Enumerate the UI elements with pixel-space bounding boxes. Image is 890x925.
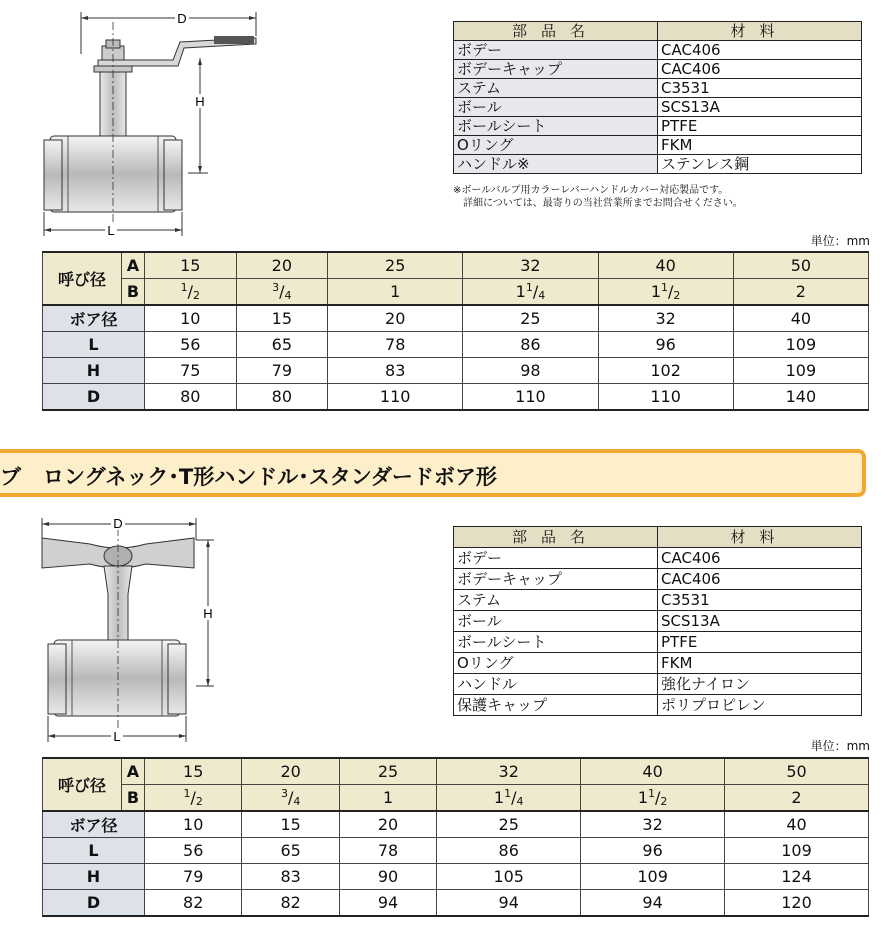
- cell: 105: [437, 864, 581, 890]
- part-material: SCS13A: [658, 98, 862, 117]
- b-label: B: [122, 785, 145, 812]
- b-value: $1^1/4$: [437, 785, 581, 812]
- b-value: $^1$/2: [145, 785, 242, 812]
- cell: 32: [598, 305, 733, 332]
- part-name: ボデー: [454, 41, 658, 60]
- b-value: $^3$/4: [242, 785, 339, 812]
- cell: 102: [598, 358, 733, 384]
- a-value: 15: [145, 758, 242, 785]
- cell: 79: [145, 864, 242, 890]
- part-material: ステンレス鋼: [658, 155, 862, 174]
- cell: 86: [437, 838, 581, 864]
- part-name: ステム: [454, 79, 658, 98]
- part-material: FKM: [658, 653, 862, 674]
- cell: 110: [598, 384, 733, 411]
- parts-material-table-2: [453, 526, 862, 716]
- b-value: $1^1/2$: [598, 279, 733, 306]
- part-name: ハンドル※: [454, 155, 658, 174]
- cell: 75: [145, 358, 237, 384]
- part-name: ボデー: [454, 548, 658, 569]
- part-name: ハンドル: [454, 674, 658, 695]
- cell: 82: [242, 890, 339, 917]
- parts-name-header: 部品名: [454, 527, 658, 548]
- cell: 10: [145, 305, 237, 332]
- cell: 56: [145, 332, 237, 358]
- part-material: PTFE: [658, 632, 862, 653]
- cell: 109: [725, 838, 869, 864]
- row-label: ボア径: [43, 811, 145, 838]
- cell: 65: [236, 332, 328, 358]
- cell: 78: [328, 332, 463, 358]
- unit-label-1: 単位：mm: [810, 234, 870, 248]
- cell: 15: [242, 811, 339, 838]
- row-label: D: [43, 890, 145, 917]
- parts-row: [454, 98, 862, 117]
- part-material: PTFE: [658, 117, 862, 136]
- cell: 80: [145, 384, 237, 411]
- part-material: CAC406: [658, 548, 862, 569]
- a-label: A: [122, 252, 145, 279]
- part-name: 保護キャップ: [454, 695, 658, 716]
- parts-row: [454, 569, 862, 590]
- part-material: C3531: [658, 79, 862, 98]
- parts-material-header: 材料: [658, 527, 862, 548]
- parts-row: [454, 674, 862, 695]
- part-material: CAC406: [658, 41, 862, 60]
- parts-material-header: 材料: [658, 22, 862, 41]
- parts-row: [454, 60, 862, 79]
- part-name: ボールシート: [454, 117, 658, 136]
- parts-row: [454, 548, 862, 569]
- a-value: 25: [339, 758, 436, 785]
- cell: 32: [581, 811, 725, 838]
- unit-label-2: 単位：mm: [810, 739, 870, 753]
- cell: 140: [733, 384, 868, 411]
- a-value: 50: [733, 252, 868, 279]
- cell: 20: [339, 811, 436, 838]
- a-value: 15: [145, 252, 237, 279]
- parts-row: [454, 695, 862, 716]
- b-value: 1: [339, 785, 436, 812]
- cell: 94: [339, 890, 436, 917]
- banner-title: [0, 461, 497, 491]
- cell: 56: [145, 838, 242, 864]
- cell: 20: [328, 305, 463, 332]
- part-material: FKM: [658, 136, 862, 155]
- b-value: $1^1/4$: [463, 279, 598, 306]
- cell: 109: [581, 864, 725, 890]
- a-value: 32: [437, 758, 581, 785]
- h-dimension-label: H: [203, 606, 213, 621]
- cell: 96: [598, 332, 733, 358]
- row-label: H: [43, 358, 145, 384]
- part-material: SCS13A: [658, 611, 862, 632]
- d-dimension-label: D: [113, 516, 123, 531]
- row-label: H: [43, 864, 145, 890]
- part-name: ボデーキャップ: [454, 569, 658, 590]
- cell: 94: [437, 890, 581, 917]
- part-material: CAC406: [658, 569, 862, 590]
- parts-row: [454, 155, 862, 174]
- parts-row: [454, 611, 862, 632]
- b-value: $^3$/4: [236, 279, 328, 306]
- banner-title-text: ロングネック･T形ハンドル･スタンダードボア形: [43, 465, 497, 489]
- cell: 124: [725, 864, 869, 890]
- a-value: 32: [463, 252, 598, 279]
- b-value: 1: [328, 279, 463, 306]
- lever-valve-drawing: [28, 8, 268, 238]
- part-material: 強化ナイロン: [658, 674, 862, 695]
- a-value: 40: [598, 252, 733, 279]
- dimension-table-1: [42, 251, 869, 411]
- cell: 94: [581, 890, 725, 917]
- cell: 40: [725, 811, 869, 838]
- parts-material-table-1: [453, 21, 862, 174]
- parts-row: [454, 41, 862, 60]
- b-value: 2: [725, 785, 869, 812]
- cell: 10: [145, 811, 242, 838]
- part-name: ボールシート: [454, 632, 658, 653]
- a-label: A: [122, 758, 145, 785]
- cell: 80: [236, 384, 328, 411]
- b-value: 2: [733, 279, 868, 306]
- banner-prefix: ブ: [0, 465, 21, 489]
- nominal-size-header: 呼び径: [43, 252, 122, 305]
- cell: 83: [242, 864, 339, 890]
- cell: 65: [242, 838, 339, 864]
- parts-row: [454, 136, 862, 155]
- part-material: CAC406: [658, 60, 862, 79]
- part-name: ボデーキャップ: [454, 60, 658, 79]
- h-dimension-label: H: [195, 94, 205, 109]
- cell: 109: [733, 332, 868, 358]
- part-name: ボール: [454, 98, 658, 117]
- a-value: 50: [725, 758, 869, 785]
- part-name: ステム: [454, 590, 658, 611]
- row-label: L: [43, 332, 145, 358]
- a-value: 40: [581, 758, 725, 785]
- b-label: B: [122, 279, 145, 306]
- parts-row: [454, 117, 862, 136]
- parts-header-row: [454, 527, 862, 548]
- cell: 79: [236, 358, 328, 384]
- cell: 25: [437, 811, 581, 838]
- part-material: C3531: [658, 590, 862, 611]
- parts-row: [454, 632, 862, 653]
- cell: 110: [463, 384, 598, 411]
- part-name: ボール: [454, 611, 658, 632]
- cell: 40: [733, 305, 868, 332]
- cell: 90: [339, 864, 436, 890]
- cell: 98: [463, 358, 598, 384]
- note-line-2: 詳細については、最寄りの当社営業所までお問合せください。: [463, 198, 743, 209]
- part-name: Oリング: [454, 136, 658, 155]
- nominal-size-header: 呼び径: [43, 758, 122, 811]
- cell: 120: [725, 890, 869, 917]
- a-value: 25: [328, 252, 463, 279]
- a-value: 20: [242, 758, 339, 785]
- cell: 82: [145, 890, 242, 917]
- row-label: L: [43, 838, 145, 864]
- b-value: $1^1/2$: [581, 785, 725, 812]
- parts-row: [454, 79, 862, 98]
- row-label: ボア径: [43, 305, 145, 332]
- l-dimension-label: L: [107, 223, 115, 238]
- cell: 83: [328, 358, 463, 384]
- d-dimension-label: D: [177, 11, 187, 26]
- note-line-1: ※ボールバルブ用カラーレバーハンドルカバー対応製品です。: [453, 185, 729, 196]
- parts-row: [454, 653, 862, 674]
- parts-row: [454, 590, 862, 611]
- l-dimension-label: L: [113, 729, 121, 744]
- cell: 109: [733, 358, 868, 384]
- t-handle-valve-drawing: [28, 512, 228, 744]
- part-name: Oリング: [454, 653, 658, 674]
- cell: 78: [339, 838, 436, 864]
- part-material: ポリプロピレン: [658, 695, 862, 716]
- cell: 15: [236, 305, 328, 332]
- a-value: 20: [236, 252, 328, 279]
- parts-header-row: [454, 22, 862, 41]
- cell: 25: [463, 305, 598, 332]
- cell: 86: [463, 332, 598, 358]
- parts-name-header: 部品名: [454, 22, 658, 41]
- dimension-table-2: [42, 757, 869, 917]
- row-label: D: [43, 384, 145, 411]
- cell: 96: [581, 838, 725, 864]
- b-value: $^1$/2: [145, 279, 237, 306]
- cell: 110: [328, 384, 463, 411]
